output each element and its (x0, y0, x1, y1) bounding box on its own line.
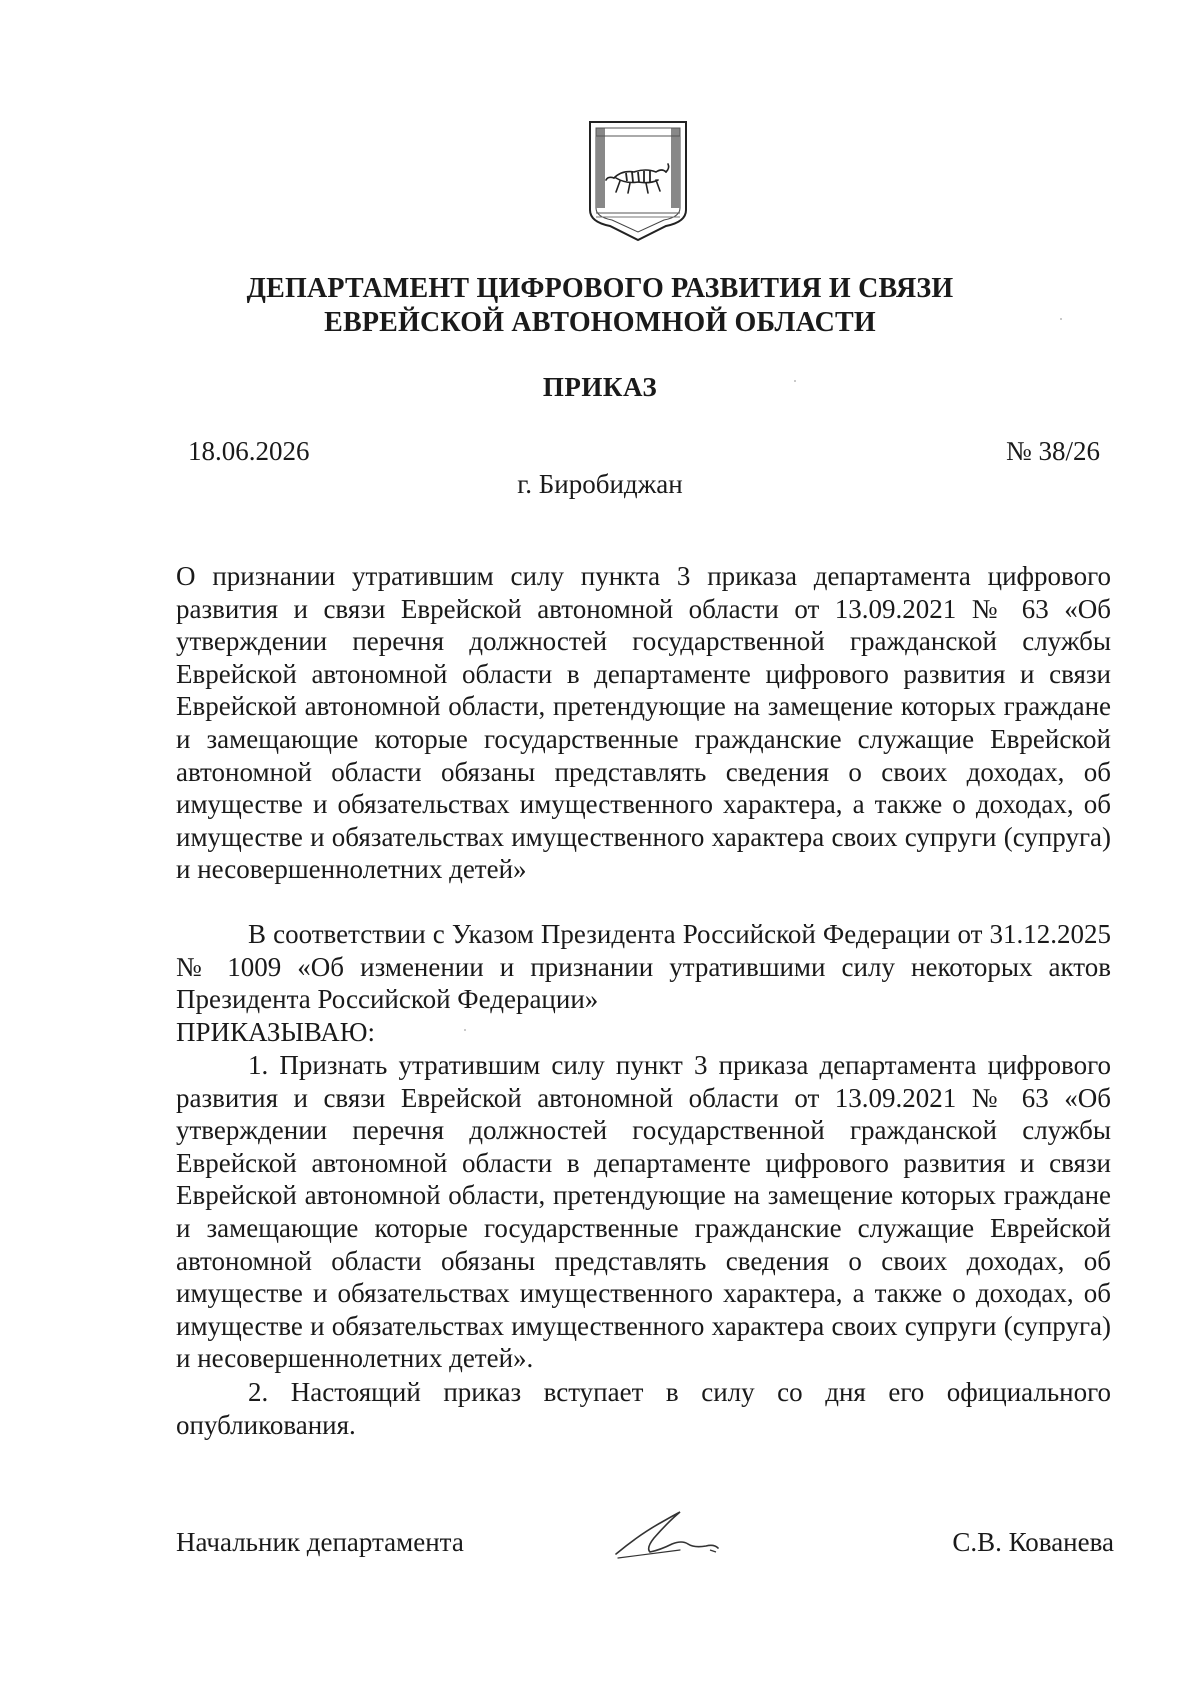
organization-title-line2: ЕВРЕЙСКОЙ АВТОНОМНОЙ ОБЛАСТИ (324, 307, 876, 338)
document-type: ПРИКАЗ (542, 372, 658, 402)
document-date: 18.06.2026 (188, 436, 310, 466)
document-subject: О признании утратившим силу пункта 3 приказа департамента цифрового развития и связи Еврейской автономной области от 13.09.2021 № 63 «Об утверждении перечня должностей государственной гражданской службы Еврейской автономной области в департаменте цифрового развития и связи Еврейской автономной области, претендующие на замещение которых граждане и замещающие которые государственные гражданские служащие Еврейской автономной области обязаны представлять сведения о своих доходах, об имуществе и обязательствах имущественного характера, а также о доходах, об имуществе и обязательствах имущественного характера своих супруги (супруга) и несовершеннолетних детей» (176, 561, 1111, 885)
order-item-1: 1. Признать утратившим силу пункт 3 приказа департамента цифрового развития и связи Еврейской автономной области от 13.09.2021 № 63 «Об утверждении перечня должностей государственной гражданской службы Еврейской автономной области в департаменте цифрового развития и связи Еврейской автономной области, претендующие на замещение которых граждане и замещающие которые государственные гражданские служащие Еврейской автономной области обязаны представлять сведения о своих доходах, об имуществе и обязательствах имущественного характера, а также о доходах, об имуществе и обязательствах имущественного характера своих супруги (супруга) и несовершеннолетних детей». (176, 1050, 1111, 1374)
organization-title-line1: ДЕПАРТАМЕНТ ЦИФРОВОГО РАЗВИТИЯ И СВЯЗИ (246, 273, 954, 304)
document-number: № 38/26 (1005, 436, 1100, 466)
signatory-position: Начальник департамента (176, 1527, 464, 1557)
order-item-2: 2. Настоящий приказ вступает в силу со дня его официального опубликования. (176, 1377, 1111, 1440)
coat-of-arms-icon (586, 118, 690, 242)
signatory-name: С.В. Кованева (952, 1527, 1114, 1557)
scan-speck (464, 1029, 466, 1031)
scan-speck (1060, 318, 1062, 320)
handwritten-signature (610, 1500, 740, 1570)
document-city: г. Биробиджан (517, 469, 683, 499)
order-word: ПРИКАЗЫВАЮ: (176, 1017, 375, 1047)
document-preamble: В соответствии с Указом Президента Российской Федерации от 31.12.2025 № 1009 «Об изменении и признании утратившими силу некоторых актов Президента Российской Федерации» (176, 919, 1111, 1015)
scan-speck (794, 380, 796, 382)
